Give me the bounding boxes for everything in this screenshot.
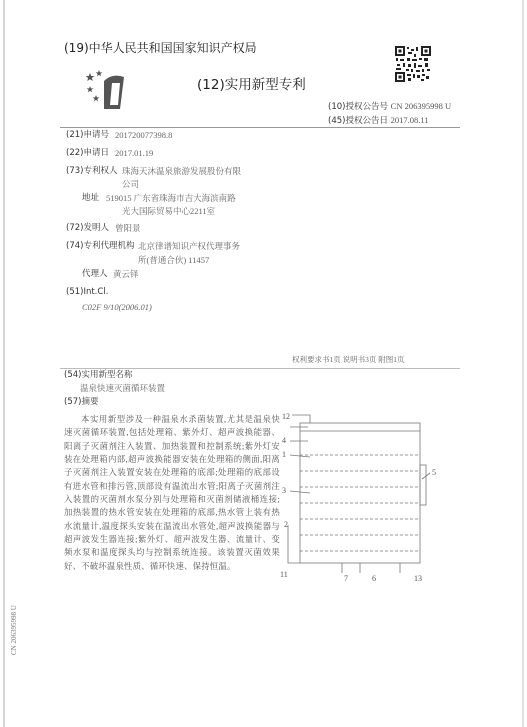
patent-type: (12)实用新型专利 [197, 77, 306, 93]
abstract-label: (57)摘要 [64, 397, 99, 407]
abstract-drawing [280, 405, 450, 585]
abstract-text: 本实用新型涉及一种温泉水杀菌装置,尤其是温泉快速灭菌循环装置,包括处理箱、紫外灯、超声波换能器、阳离子灭菌剂注入装置、加热装置和控制系统;紫外灯安装在处理箱内部,超声波换能器安装在处理箱的侧面,阳离子灭菌剂注入装置安装在处理箱的底部;处理箱的底部设有进水管和排污管,顶部设有温流出水管;阳离子灭菌剂注入装置的灭菌剂水泵分别与处理箱和灭菌剂储液桶连接;加热装置的热水管安装在处理箱的底部,热水管上装有热水流量计,温度探头安装在温流出水管处,超声波换能器与超声波发生器连接;紫外灯、超声波发生器、流量计、变频水泵和温度探头均与控制系统连接。该装置灭菌效果好、不破坏温泉性质、循环快速、保持恒温。 [64, 415, 280, 571]
patentee-label: (73)专利权人 [66, 166, 118, 176]
inventor: 曾阳景 [115, 223, 141, 233]
drawing-label-12: 12 [282, 412, 290, 421]
publication-date-label: (45)授权公告日 [328, 116, 388, 126]
drawing-label-7: 7 [344, 574, 348, 583]
publication-number [328, 102, 451, 113]
drawing-label-3: 3 [282, 486, 286, 495]
application-date: 2017.01.19 [115, 148, 154, 158]
title-label: (54)实用新型名称 [64, 370, 133, 380]
pages-info: 权利要求书1页 说明书3页 附图1页 [292, 355, 405, 364]
patentee-line-2: 公司 [122, 179, 140, 189]
page-edge-right [522, 0, 524, 727]
patentee-line-1: 珠海天沐温泉旅游发展股份有限 [122, 166, 242, 176]
address-line-1: 519015 广东省珠海市吉大海滨南路 [106, 193, 236, 203]
cnipa-logo-icon [86, 69, 134, 113]
page-edge-left [3, 0, 5, 727]
drawing-label-5: 5 [432, 468, 436, 477]
section-divider [60, 368, 460, 369]
agent: 黄云铎 [113, 269, 139, 279]
office-name: (19)中华人民共和国国家知识产权局 [64, 41, 257, 55]
address-line-2: 光大国际贸易中心2211室 [122, 206, 216, 216]
address-label: 地址 [82, 193, 100, 203]
agency-label: (74)专利代理机构 [66, 241, 135, 251]
application-number: 201720077398.8 [115, 130, 173, 140]
outflow-pipe [292, 415, 310, 423]
agency-line-1: 北京律谱知识产权代理事务 [138, 241, 241, 251]
drawing-label-13: 13 [414, 574, 422, 583]
intcl-label: (51)Int.Cl. [66, 287, 109, 297]
publication-date [328, 116, 429, 127]
utility-model-title: 温泉快速灭菌循环装置 [80, 383, 166, 393]
intcl-value: C02F 9/10(2006.01) [82, 302, 152, 312]
drawing-label-1: 1 [282, 450, 286, 459]
publication-number-value: CN 206395998 U [390, 101, 452, 111]
agent-label: 代理人 [82, 269, 108, 279]
side-document-id: CN 206395998 U [10, 605, 18, 655]
header-divider [60, 127, 460, 128]
publication-number-label: (10)授权公告号 [328, 102, 388, 112]
treatment-tank [300, 423, 420, 563]
drawing-label-11: 11 [280, 570, 288, 579]
drawing-label-2: 2 [284, 520, 288, 529]
application-number-label: (21)申请号 [66, 130, 109, 140]
inventor-label: (72)发明人 [66, 223, 109, 233]
publication-date-value: 2017.08.11 [390, 115, 429, 125]
agency-line-2: 所(普通合伙) 11457 [138, 255, 210, 265]
application-date-label: (22)申请日 [66, 148, 109, 158]
qr-code-icon [395, 46, 431, 82]
drawing-label-4: 4 [282, 436, 286, 445]
drawing-label-6: 6 [372, 574, 376, 583]
ultrasonic-transducer [420, 465, 426, 505]
